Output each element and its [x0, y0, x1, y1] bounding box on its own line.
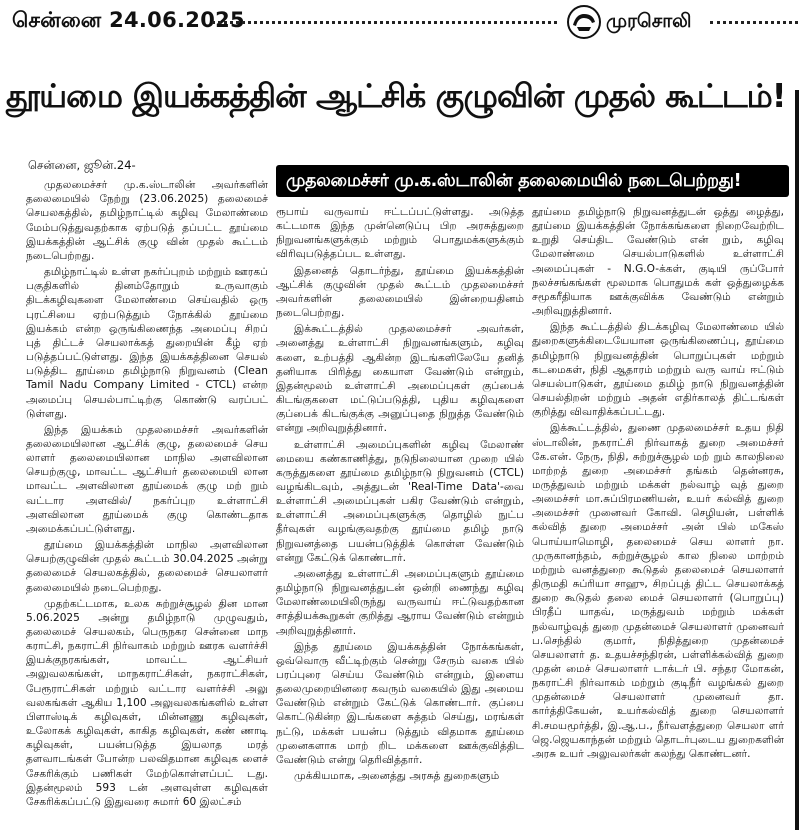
masthead-divider-right — [710, 21, 798, 24]
headline: தூய்மை இயக்கத்தின் ஆட்சிக் குழுவின் முதல் கூட்டம்! — [6, 76, 786, 115]
paragraph: உள்ளாட்சி அமைப்புகளின் கழிவு மேலாண் மையை கண்காணித்து, நடுநிலையான முறை யில் கருத்துகளை தூய்மை தமிழ்நாடு நிறுவனம் (CTCL) வழங்கிடவும், அத்துடன் 'Real-Time Data'-வை உள்ளாட்சி அமைப்புகள் பகிர வேண்டும் என்றும், உள்ளாட்சி அமைப்புகளுக்கு தொழில் நுட்ப தீர்வுகள் வழங்குவதற்கு தூய்மை தமிழ் நாடு நிறுவனத்தை பயன்படுத்திக் கொள்ள வேண்டும் என்று கேட்டுக் கொண்டார். — [276, 438, 524, 564]
masthead — [0, 0, 800, 52]
paragraph: தூய்மை இயக்கத்தின் மாநில அளவிலான செயற்குழுவின் முதல் கூட்டம் 30.04.2025 அன்று தலைமைச் செயலகத்தில், தலைமைச் செயலாளர் தலைமையில் நடைபெற்றது. — [26, 539, 268, 594]
paragraph: அனைத்து உள்ளாட்சி அமைப்புகளும் தூய்மை தமிழ்நாடு நிறுவனத்துடன் ஒன்றி ணைந்து கழிவு மேலாண்மையிலிருந்து வருவாய் ஈட்டுவதற்கான சாத்தியக்கூறுகள் குறித்து ஆராய வேண்டும் என்றும் அறிவுறுத்தினார். — [276, 567, 524, 637]
article-column-3 — [532, 205, 784, 763]
masthead-divider-left — [212, 21, 557, 24]
article-column-2 — [276, 205, 524, 785]
paragraph: தூய்மை தமிழ்நாடு நிறுவனத்துடன் ஒத்து ழைத்து, தூய்மை இயக்கத்தின் நோக்கங்களை நிறைவேற்றிட உறுதி செய்திட வேண்டும் என் றும், கழிவு மேலாண்மை செயல்பாடுகளில் உள்ளாட்சி அமைப்புகள் - N.G.O-க்கள், குடியி ருப்போர் நலச்சங்கங்கள் மூலமாக பொதுமக் கள் ஒத்துழைக்க சமூகரீதியாக ஊக்குவிக்க வேண்டும் என்றும் அறிவுறுத்தினார். — [532, 206, 784, 318]
dateline: சென்னை 24.06.2025 — [12, 8, 245, 32]
paragraph: முக்கியமாக, அனைத்து அரசுத் துறைகளும் — [294, 770, 500, 783]
paragraph: முதற்கட்டமாக, உலக சுற்றுச்சூழல் தின மான 5.06.2025 அன்று தமிழ்நாடு முழுவதும், தலைமைச் செயலகம், பெருநகர சென்னை மாந கராட்சி, நகராட்சி நிர்வாகம் மற்றும் ஊரக வளர்ச்சி இயக்குநரகங்கள், மாவட்ட ஆட்சியர் அலுவலகங்கள், மாநகராட்சிகள், நகராட்சிகள், பேரூராட்சிகள் மற்றும் வட்டார வளர்ச்சி அலு வலகங்கள் ஆகிய 1,100 அலுவலகங்களில் உள்ள பிளாஸ்டிக் கழிவுகள், மின்னணு கழிவுகள், உலோகக் கழிவுகள், காகித கழிவுகள், கண் ணாடி கழிவுகள், பயன்படுத்த இயலாத மரத் தளவாடங்கள் போன்ற பலவிதமான கழிவுக ளைச் சேகரிக்கும் பணிகள் மேற்கொள்ளப்பட் டது. இதன்மூலம் 593 டன் அளவுள்ள கழிவுகள் சேகரிக்கப்பட்டு இதுவரை சுமார் 60 இலட்சம் — [26, 597, 268, 808]
dateline-place: சென்னை, ஜூன்.24- — [28, 158, 136, 172]
tiger-emblem-icon — [566, 5, 602, 39]
paragraph: முதலமைச்சர் மு.க.ஸ்டாலின் அவர்களின் தலைமையில் நேற்று (23.06.2025) தலைமைச் செயலகத்தில், தமிழ்நாட்டில் கழிவு மேலாண்மை மேம்படுத்துவதற்காக ஏற்படுத் தப்பட்ட தூய்மை இயக்கத்தின் ஆட்சிக் குழு வின் முதல் கூட்டம் நடைபெற்றது. — [26, 179, 268, 262]
paragraph: ரூபாய் வருவாய் ஈட்டப்பட்டுள்ளது. அடுத்த கட்டமாக இந்த முன்னெடுப்பு பிற அரசுத்துறை நிறுவனங்களுக்கும் மற்றும் பொதுமக்களுக்கும் விரிவுபடுத்தப்பட உள்ளது. — [276, 206, 524, 261]
article-column-1 — [26, 158, 268, 811]
paragraph: இந்த தூய்மை இயக்கத்தின் நோக்கங்கள், ஒவ்வொரு வீட்டிற்கும் சென்று சேரும் வகை யில் பரப்புரை செய்ய வேண்டும் என்றும், இளைய தலைமுறையினரை கவரும் வகையில் இது அமைய வேண்டும் என்றும் கேட்டுக் கொண்டார். குப்பை கொட்டுகின்ற இடங்களை சுத்தம் செய்து, மரங்கள் நட்டு, மக்கள் பயன்ப டுத்தும் விதமாக தூய்மை முனைகளாக மாற் றிட மக்களை ஊக்குவித்திட வேண்டும் என்று தெரிவித்தார். — [276, 640, 524, 766]
paragraph: இதனைத் தொடர்ந்து, தூய்மை இயக்கத்தின் ஆட்சிக் குழுவின் முதல் கூட்டம் முதலமைச்சர் அவர்களின் தலைமையில் இன்றையதினம் நடைபெற்றது. — [276, 264, 524, 320]
subheadline-banner: முதலமைச்சர் மு.க.ஸ்டாலின் தலைமையில் நடைபெற்றது! — [276, 165, 789, 197]
column-edge-rule — [795, 90, 799, 830]
brand-name: முரசொலி — [606, 10, 692, 32]
paragraph: இக்கூட்டத்தில் முதலமைச்சர் அவர்கள், அனைத்து உள்ளாட்சி நிறுவனங்களும், கழிவு களை, உற்பத்தி ஆகின்ற இடங்களிலேயே தனித் தனியாக பிரித்து கையாள வேண்டும் என்றும், இதன்மூலம் உள்ளாட்சி அமைப்புகள் குப்பைக் கிடங்குகளை மட்டுப்படுத்தி, புதிய கழிவுகளை குப்பைக் கிடங்குக்கு அனுப்புதை நிறுத்த வேண்டும் என்று அறிவுறுத்தினார். — [276, 323, 524, 435]
paragraph: இந்த இயக்கம் முதலமைச்சர் அவர்களின் தலைமையிலான ஆட்சிக் குழு, தலைமைச் செய லாளர் தலைமையிலான மாநில அளவிலான செயற்குழு, மாவட்ட ஆட்சியர் தலைமையி லான மாவட்ட அளவிலான தூய்மைக் குழு மற் றும் வட்டார அளவில்/ நகர்ப்புற உள்ளாட்சி அளவிலான தூய்மைக் குழு கொண்டதாக அமைக்கப்பட்டுள்ளது. — [26, 423, 268, 535]
paragraph: தமிழ்நாட்டில் உள்ள நகர்ப்புறம் மற்றும் ஊரகப் பகுதிகளில் தினம்தோறும் உருவாகும் திடக்கழிவுகளை மேலாண்மை செய்வதில் ஒரு புரட்சியை ஏற்படுத்தும் நோக்கில் தூய்மை இயக்கம் என்ற ஒருங்கிணைந்த அமைப்பு சிறப் புத் திட்டச் செயலாக்கத் துறையின் கீழ் ஏற் படுத்தப்பட்டுள்ளது. இந்த இயக்கத்தினை செயல் படுத்திட தூய்மை தமிழ்நாடு நிறுவனம் (Clean Tamil Nadu Company Limited - CTCL) என்ற அமைப்பு செயல்பாட்டிற்கு கொண்டு வரப்பட் டுள்ளது. — [26, 266, 268, 420]
paragraph: இக்கூட்டத்தில், துணை முதலமைச்சர் உதய நிதி ஸ்டாலின், நகராட்சி நிர்வாகத் துறை அமைச்சர் கே.என். நேரு, நிதி, சுற்றுச்சூழல் மற் றும் காலநிலை மாற்றத் துறை அமைச்சர் தங்கம் தென்னரசு, மருத்துவம் மற்றும் மக்கள் நல்வாழ் வுத் துறை அமைச்சர் மா.சுப்பிரமணியன், உயர் கல்வித் துறை அமைச்சர் முனைவர் கோவி. செழியன், பள்ளிக் கல்வித் துறை அமைச்சர் அன் பில் மகேஸ் பொய்யாமொழி, தலைமைச் செய லாளர் நா. முருகானந்தம், சுற்றுச்சூழல் கால நிலை மாற்றம் மற்றும் வனத்துறை கூடுதல் தலைமைச் செயலாளர் திருமதி சுப்ரியா சாஹு, சிறப்புத் திட்ட செயலாக்கத் துறை கூடுதல் தலை மைச் செயலாளர் (பொறுப்பு) பிரதீப் யாதவ், மருத்துவம் மற்றும் மக்கள் நல்வாழ்வுத் துறை முதன்மைச் செயலாளர் முனைவர் ப.செந்தில் குமார், நிதித்துறை முதன்மைச் செயலாளர் த. உதயச்சந்திரன், பள்ளிக்கல்வித் துறை முதன் மைச் செயலாளர் டாக்டர் பி. சந்தர மோகன், நகராட்சி நிர்வாகம் மற்றும் குடிநீர் வழங்கல் துறை முதன்மைச் செயலாளர் முனைவர் தா. கார்த்திகேயன், உயர்கல்வித் துறை செயலாளர் சி.சமயமூர்த்தி, இ.ஆ.ப., நீர்வளத்துறை செயலா ளர் ஜெ.ஜெயகாந்தன் மற்றும் தொடர்புடைய துறைகளின் அரசு உயர் அலுவலர்கள் கலந்து கொண்டனர். — [532, 422, 784, 760]
paragraph: இந்த கூட்டத்தில் திடக்கழிவு மேலாண்மை யில் துறைகளுக்கிடையேயான ஒருங்கிணைப்பு, தூய்மை தமிழ்நாடு நிறுவனத்தின் பொறுப்புகள் மற்றும் கடமைகள், நிதி ஆதாரம் மற்றும் வரு வாய் ஈட்டும் செயல்பாடுகள், தூய்மை தமிழ் நாடு நிறுவனத்தின் செயல்திறன் மற்றும் அதன் எதிர்காலத் திட்டங்கள் குறித்து விவாதிக்கப்பட்டது. — [532, 321, 784, 419]
